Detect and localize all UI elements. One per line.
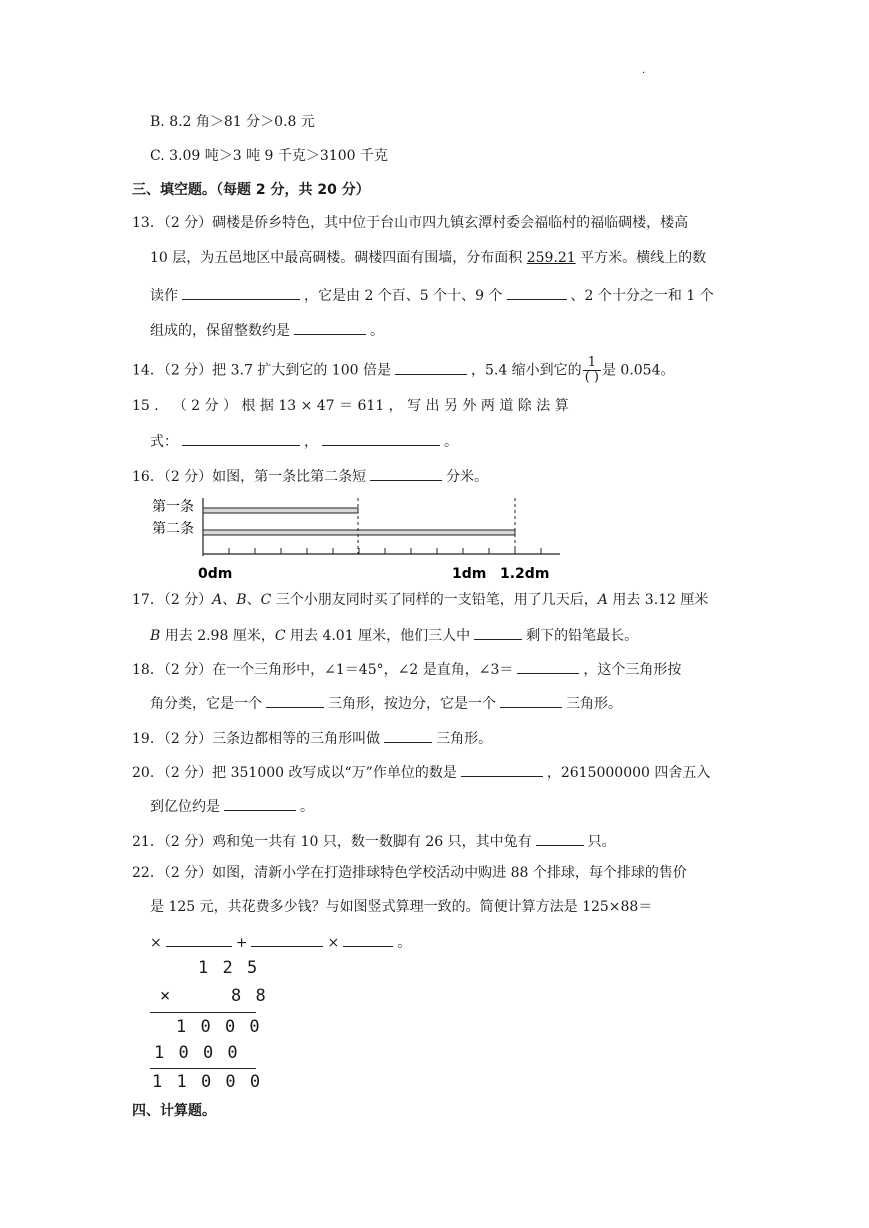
q22-text: 。 [397,935,412,951]
q14-text: 是 0.054。 [601,362,675,379]
q13-text: 读作 [150,288,178,304]
calc-partial-1: 1 0 0 0 [176,1017,262,1037]
q22-line3 [150,932,411,952]
label-first: 第一条 [152,499,194,515]
name-c: C [260,592,272,608]
q18-text: 18．（2 分）在一个三角形中，∠1＝45°，∠2 是直角，∠3＝ [132,662,514,678]
section3-title: 三、填空题。（每题 2 分，共 20 分） [132,182,370,198]
q18-line1 [132,659,681,679]
answer-blank[interactable] [474,625,522,640]
q17-text: 用去 2.98 厘米， [160,628,275,644]
q13-line1: 13．（2 分）碉楼是侨乡特色，其中位于台山市四九镇玄潭村委会福临村的福临碉楼，楼高 [132,215,689,231]
q20-line2 [150,796,314,816]
fraction-denominator[interactable]: ( ) [584,370,599,385]
option-c: C. 3.09 吨＞3 吨 9 千克＞3100 千克 [150,148,388,164]
q13-line4 [150,320,384,340]
q17-text: 、 [246,592,261,608]
q13-text: 平方米。横线上的数 [575,250,707,266]
calc-row-multiplicand: 1 2 5 [198,958,260,978]
answer-blank[interactable] [322,431,440,446]
answer-blank[interactable] [182,285,300,300]
answer-blank[interactable] [182,431,300,446]
vertical-multiplication [150,958,268,1094]
fraction-numerator: 1 [583,356,601,371]
answer-blank[interactable] [294,320,366,335]
q15-line1: 15 ． （ 2 分 ） 根 据 13 × 47 ＝ 611 ， 写 出 另 外 两 道 除 法 算 [132,398,569,414]
q17-text: 用去 4.01 厘米，他们三人中 [285,628,471,644]
name-c: C [274,628,286,644]
answer-blank[interactable] [166,932,232,947]
q17-text: 用去 3.12 厘米 [607,592,709,608]
label-second: 第二条 [152,521,194,537]
answer-blank[interactable] [384,728,432,743]
q15-text: ， [304,434,318,450]
calc-partial-2: 1 0 0 0 [154,1043,240,1063]
area-number: 259.21 [526,250,576,266]
answer-blank[interactable] [461,762,543,777]
line-comparison-figure [148,494,568,584]
name-b: B [236,592,247,608]
fraction [583,356,601,385]
answer-blank[interactable] [395,360,467,375]
q20-text: 到亿位约是 [150,799,220,815]
q21-line [132,831,616,851]
q22-line1: 22．（2 分）如图，清新小学在打造排球特色学校活动中购进 88 个排球，每个排球的售价 [132,865,687,881]
q15-text: 。 [444,434,458,450]
q17-text: 17．（2 分） [132,592,213,608]
answer-blank[interactable] [517,659,579,674]
q13-text: 、2 个十分之一和 1 个 [570,288,714,304]
q20-text: 。 [300,799,314,815]
q19-line [132,728,492,748]
name-b: B [150,628,161,644]
q17-line2 [150,625,638,645]
q20-text: ，2615000000 四舍五入 [546,765,711,781]
q18-line2 [150,693,622,713]
q17-line1 [132,591,708,609]
answer-blank[interactable] [536,831,584,846]
q14-line [132,356,675,385]
answer-blank[interactable] [343,932,393,947]
answer-blank[interactable] [224,796,296,811]
calc-result: 1 1 0 0 0 [152,1072,263,1092]
q18-text: 三角形，按边分，它是一个 [328,696,496,712]
answer-blank[interactable] [266,693,324,708]
q16-text: 16．（2 分）如图，第一条比第二条短 [132,469,367,485]
q22-text: × [327,935,340,951]
q17-text: 、 [222,592,237,608]
q22-text: + [235,935,248,951]
calc-rule [150,1068,256,1069]
q21-text: 21．（2 分）鸡和兔一共有 10 只，数一数脚有 26 只，其中兔有 [132,834,532,850]
answer-blank[interactable] [370,466,442,481]
q20-line1 [132,762,710,782]
q15-text: 式： [150,434,178,450]
q14-text: 14．（2 分）把 3.7 扩大到它的 100 倍是 [132,362,391,379]
q17-text: 三个小朋友同时买了同样的一支铅笔，用了几天后， [271,592,598,608]
section4-title: 四、计算题。 [132,1103,216,1119]
q16-text: 分米。 [446,469,489,485]
option-b: B. 8.2 角＞81 分＞0.8 元 [150,114,315,130]
q13-text: 10 层，为五邑地区中最高碉楼。碉楼四面有围墙，分布面积 [150,250,527,266]
bar-first [203,508,358,513]
q19-text: 三角形。 [436,731,493,747]
calc-row-multiplier: 8 8 [231,986,268,1006]
q15-line2 [150,431,458,451]
tick-label-0: 0dm [198,566,233,582]
q16-line [132,466,488,486]
answer-blank[interactable] [507,285,567,300]
answer-blank[interactable] [251,932,323,947]
q22-line2: 是 125 元，共花费多少钱？与如图竖式算理一致的。简便计算方法是 125×88＝ [150,899,653,915]
q13-line2 [150,249,706,267]
q17-text: 剩下的铅笔最长。 [526,628,639,644]
tick-label-1: 1dm [452,566,487,582]
q19-text: 19．（2 分）三条边都相等的三角形叫做 [132,731,381,747]
calc-times-sign: × [160,986,171,1006]
name-a: A [597,592,608,608]
q13-text: 组成的，保留整数约是 [150,323,290,339]
q21-text: 只。 [587,834,616,850]
q18-text: 角分类，它是一个 [150,696,262,712]
q20-text: 20．（2 分）把 351000 改写成以“万”作单位的数是 [132,765,457,781]
q13-text: ，它是由 2 个百、5 个十、9 个 [304,288,503,304]
q13-line3 [150,285,714,305]
bar-second [203,530,515,535]
ruler-ticks [203,548,541,554]
header-dot: · [642,68,646,79]
q14-text: ，5.4 缩小到它的 [470,362,582,379]
answer-blank[interactable] [500,693,562,708]
q18-text: ，这个三角形按 [583,662,682,678]
calc-rule [150,1012,256,1013]
q22-text: × [150,935,162,951]
q13-text: 。 [370,323,384,339]
name-a: A [212,592,223,608]
q18-text: 三角形。 [566,696,622,712]
tick-label-2: 1.2dm [500,566,550,582]
